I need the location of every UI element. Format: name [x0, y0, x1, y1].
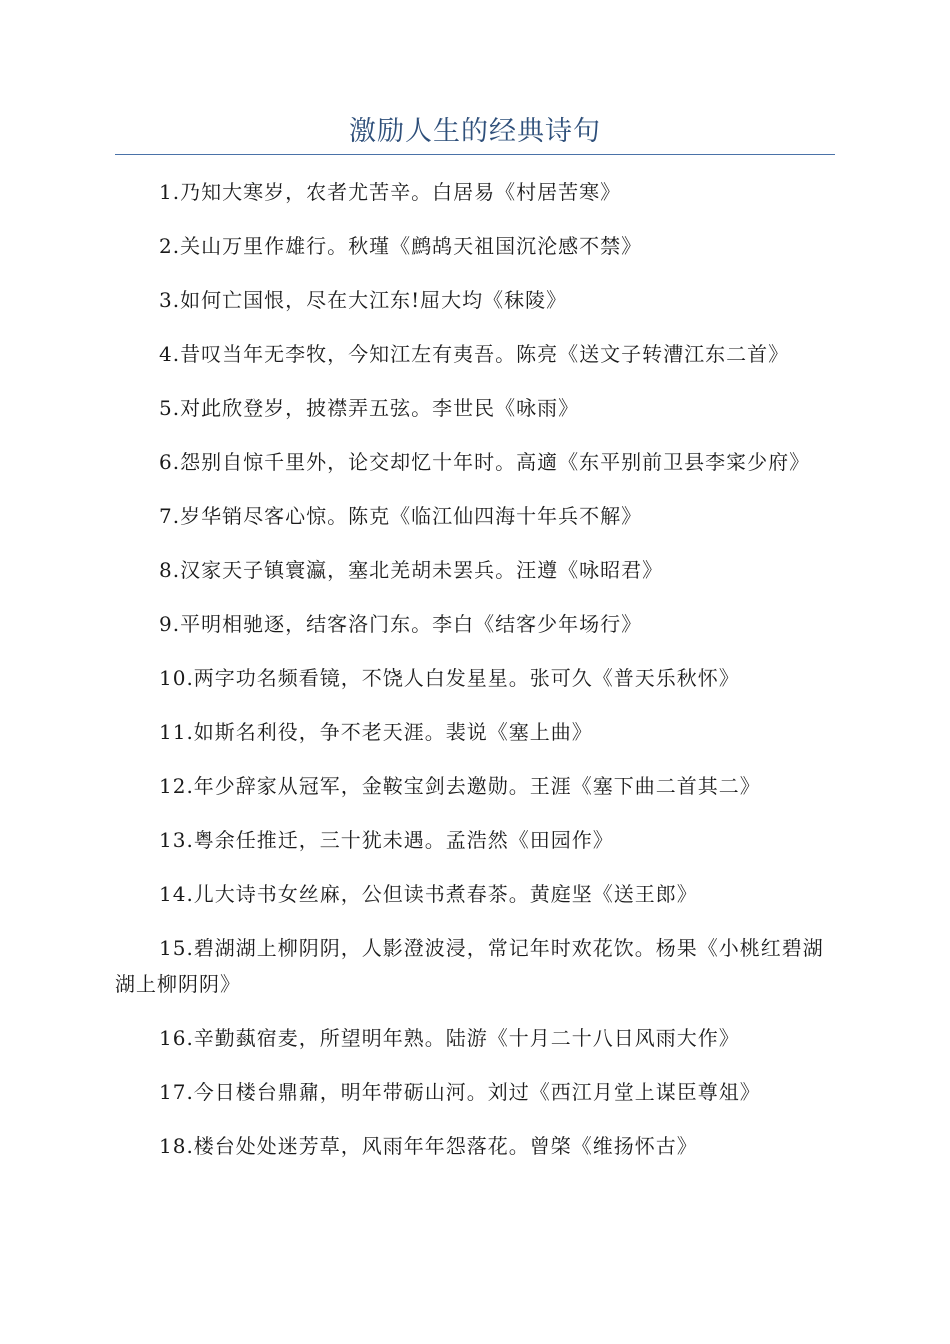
- poem-line: 1.乃知大寒岁，农者尤苦辛。白居易《村居苦寒》: [159, 180, 622, 204]
- poem-line: 18.楼台处处迷芳草，风雨年年怨落花。曾棨《维扬怀古》: [159, 1134, 698, 1158]
- poem-line: 2.关山万里作雄行。秋瑾《鹧鸪天祖国沉沦感不禁》: [159, 234, 643, 258]
- poem-line: 8.汉家天子镇寰瀛，塞北羌胡未罢兵。汪遵《咏昭君》: [159, 558, 664, 582]
- document-title: 激励人生的经典诗句: [349, 116, 601, 147]
- poem-line: 13.粤余任推迁，三十犹未遇。孟浩然《田园作》: [159, 828, 614, 852]
- poem-line: 5.对此欣登岁，披襟弄五弦。李世民《咏雨》: [159, 396, 580, 420]
- poem-line: 14.儿大诗书女丝麻，公但读书煮春茶。黄庭坚《送王郎》: [159, 882, 698, 906]
- poem-line: 4.昔叹当年无李牧，今知江左有夷吾。陈亮《送文子转漕江东二首》: [159, 342, 790, 366]
- poem-line: 10.两字功名频看镜，不饶人白发星星。张可久《普天乐秋怀》: [159, 666, 740, 690]
- poem-line: 7.岁华销尽客心惊。陈克《临江仙四海十年兵不解》: [159, 504, 643, 528]
- poem-line: 3.如何亡国恨，尽在大江东!屈大均《秣陵》: [159, 288, 568, 312]
- title-underline: [115, 154, 835, 155]
- poem-line: 12.年少辞家从冠军，金鞍宝剑去邀勋。王涯《塞下曲二首其二》: [159, 774, 761, 798]
- poem-line: 15.碧湖湖上柳阴阴，人影澄波浸，常记年时欢花饮。杨果《小桃红碧湖湖上柳阴阴》: [115, 936, 824, 996]
- poem-line: 17.今日楼台鼎鼐，明年带砺山河。刘过《西江月堂上谋臣尊俎》: [159, 1080, 761, 1104]
- poem-line: 6.怨别自惊千里外，论交却忆十年时。高適《东平别前卫县李寀少府》: [159, 450, 811, 474]
- document-body: [115, 174, 835, 1182]
- poem-line: 16.辛勤蓺宿麦，所望明年熟。陆游《十月二十八日风雨大作》: [159, 1026, 740, 1050]
- poem-line: 11.如斯名利役，争不老天涯。裴说《塞上曲》: [159, 720, 593, 744]
- poem-line: 9.平明相驰逐，结客洛门东。李白《结客少年场行》: [159, 612, 643, 636]
